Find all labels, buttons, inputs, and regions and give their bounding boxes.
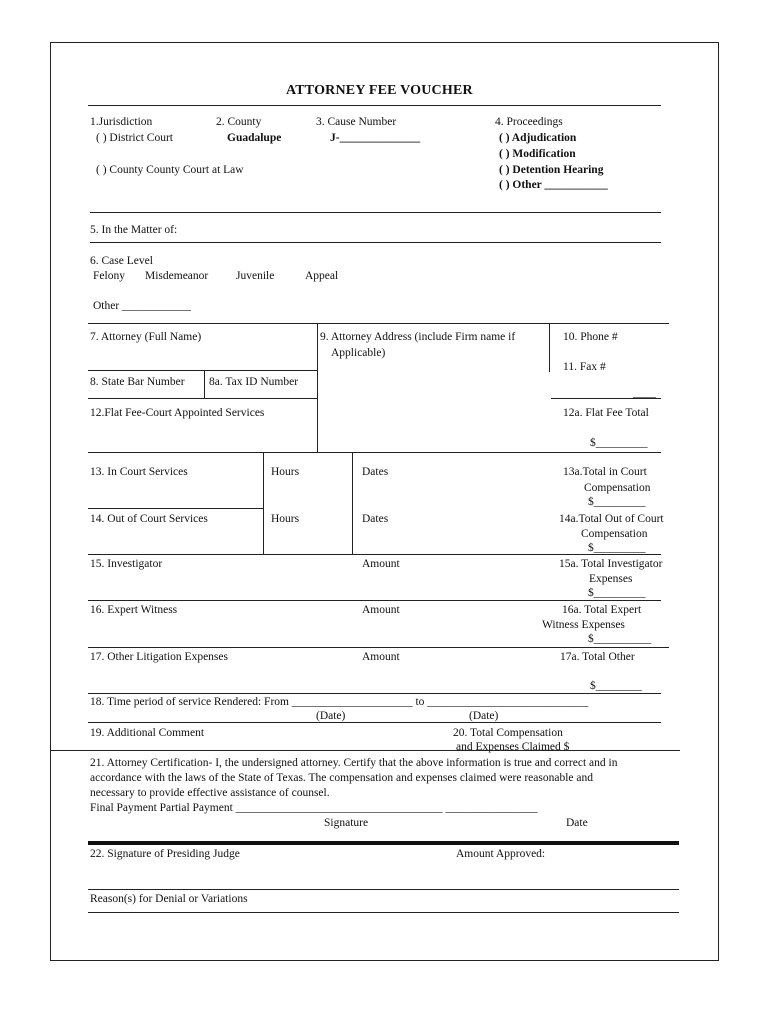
other-total-label: 17a. Total Other [560,651,635,663]
in-court-dates[interactable]: Dates [362,466,389,478]
case-level-appeal[interactable]: Appeal [305,270,339,282]
county-value[interactable]: Guadalupe [227,132,282,144]
time-period-line[interactable]: 18. Time period of service Rendered: From _____________________ to ____________________________ [90,696,589,708]
in-court-total-label-2: Compensation [584,482,651,494]
flat-fee-total-label: 12a. Flat Fee Total [563,407,649,419]
expert-total-label-2: Witness Expenses [542,619,625,631]
in-court-hours[interactable]: Hours [271,466,300,478]
flat-fee-total-field[interactable]: $_________ [590,437,648,449]
county-court-checkbox[interactable]: ( ) County County Court at Law [96,164,244,176]
divider [263,452,264,554]
expert-witness-label: 16. Expert Witness [90,604,178,616]
additional-comment-label[interactable]: 19. Additional Comment [90,727,205,739]
divider [352,452,353,554]
time-period-from-date: (Date) [316,710,346,722]
divider [88,398,317,399]
divider [88,105,661,106]
divider [88,722,661,723]
case-level-other[interactable]: Other ____________ [93,300,192,312]
divider [88,912,679,913]
divider [50,750,680,751]
proceedings-adjudication[interactable]: ( ) Adjudication [499,132,577,144]
expert-witness-amount[interactable]: Amount [362,604,400,616]
flat-fee-label[interactable]: 12.Flat Fee-Court Appointed Services [90,407,265,419]
divider [551,398,661,399]
other-litigation-label: 17. Other Litigation Expenses [90,651,228,663]
fax-line: ____ [633,387,656,399]
phone-label[interactable]: 10. Phone # [563,331,618,343]
district-court-checkbox[interactable]: ( ) District Court [96,132,173,144]
cause-number-label: 3. Cause Number [316,116,397,128]
matter-label: 5. In the Matter of: [90,224,178,236]
fax-label[interactable]: 11. Fax # [563,361,606,373]
attorney-address-label[interactable]: 9. Attorney Address (include Firm name if [320,331,516,343]
denial-reason-label[interactable]: Reason(s) for Denial or Variations [90,893,248,905]
payment-signature-line[interactable]: Final Payment Partial Payment ____________________________________ ________________ [90,802,538,814]
certification-text-2: accordance with the laws of the State of Texas. The compensation and expenses claimed were reasonable and [90,772,593,784]
divider [90,212,661,213]
divider [90,242,661,243]
proceedings-other[interactable]: ( ) Other ___________ [499,179,608,191]
proceedings-label: 4. Proceedings [495,116,563,128]
divider [88,554,661,555]
investigator-total-field[interactable]: $_________ [588,587,646,599]
divider [88,452,661,453]
thick-divider [88,841,679,845]
state-bar-label[interactable]: 8. State Bar Number [90,376,185,388]
divider [88,889,679,890]
divider [88,508,263,509]
attorney-address-label-2: Applicable) [331,347,386,359]
other-total-field[interactable]: $________ [590,680,642,692]
divider [317,324,318,453]
out-court-dates[interactable]: Dates [362,513,389,525]
out-court-total-field[interactable]: $_________ [588,542,646,554]
divider [204,370,205,398]
divider [88,693,661,694]
jurisdiction-label: 1.Jurisdiction [90,116,153,128]
form-title: ATTORNEY FEE VOUCHER [286,83,473,98]
case-level-felony[interactable]: Felony [93,270,125,282]
county-label: 2. County [216,116,262,128]
judge-signature-label[interactable]: 22. Signature of Presiding Judge [90,848,240,860]
out-court-hours[interactable]: Hours [271,513,300,525]
investigator-amount[interactable]: Amount [362,558,400,570]
time-period-to-date: (Date) [469,710,499,722]
out-court-label: 14. Out of Court Services [90,513,208,525]
in-court-label: 13. In Court Services [90,466,188,478]
proceedings-modification[interactable]: ( ) Modification [499,148,576,160]
proceedings-detention[interactable]: ( ) Detention Hearing [499,164,604,176]
certification-text-1: 21. Attorney Certification- I, the undersigned attorney. Certify that the above information is true and correct and in [90,757,618,769]
tax-id-label[interactable]: 8a. Tax ID Number [209,376,299,388]
attorney-name-label[interactable]: 7. Attorney (Full Name) [90,331,202,343]
expert-total-field[interactable]: $__________ [588,633,652,645]
total-compensation-field[interactable]: and Expenses Claimed $ [456,741,570,753]
investigator-total-label: 15a. Total Investigator [559,558,663,570]
divider [88,600,661,601]
investigator-label: 15. Investigator [90,558,163,570]
case-level-misdemeanor[interactable]: Misdemeanor [145,270,209,282]
date-caption: Date [566,817,588,829]
case-level-label: 6. Case Level [90,255,153,267]
out-court-total-label-2: Compensation [581,528,648,540]
divider [88,647,669,648]
in-court-total-field[interactable]: $_________ [588,496,646,508]
case-level-juvenile[interactable]: Juvenile [236,270,275,282]
signature-caption: Signature [324,817,369,829]
divider [549,324,550,372]
expert-total-label: 16a. Total Expert [562,604,642,616]
other-litigation-amount[interactable]: Amount [362,651,400,663]
investigator-total-label-2: Expenses [589,573,633,585]
in-court-total-label: 13a.Total in Court [563,466,647,478]
out-court-total-label: 14a.Total Out of Court [559,513,664,525]
certification-text-3: necessary to provide effective assistance of counsel. [90,787,330,799]
total-compensation-label: 20. Total Compensation [453,727,563,739]
divider [88,370,317,371]
cause-number-field[interactable]: J-______________ [330,132,421,144]
amount-approved-label[interactable]: Amount Approved: [456,848,546,860]
divider [88,323,669,324]
